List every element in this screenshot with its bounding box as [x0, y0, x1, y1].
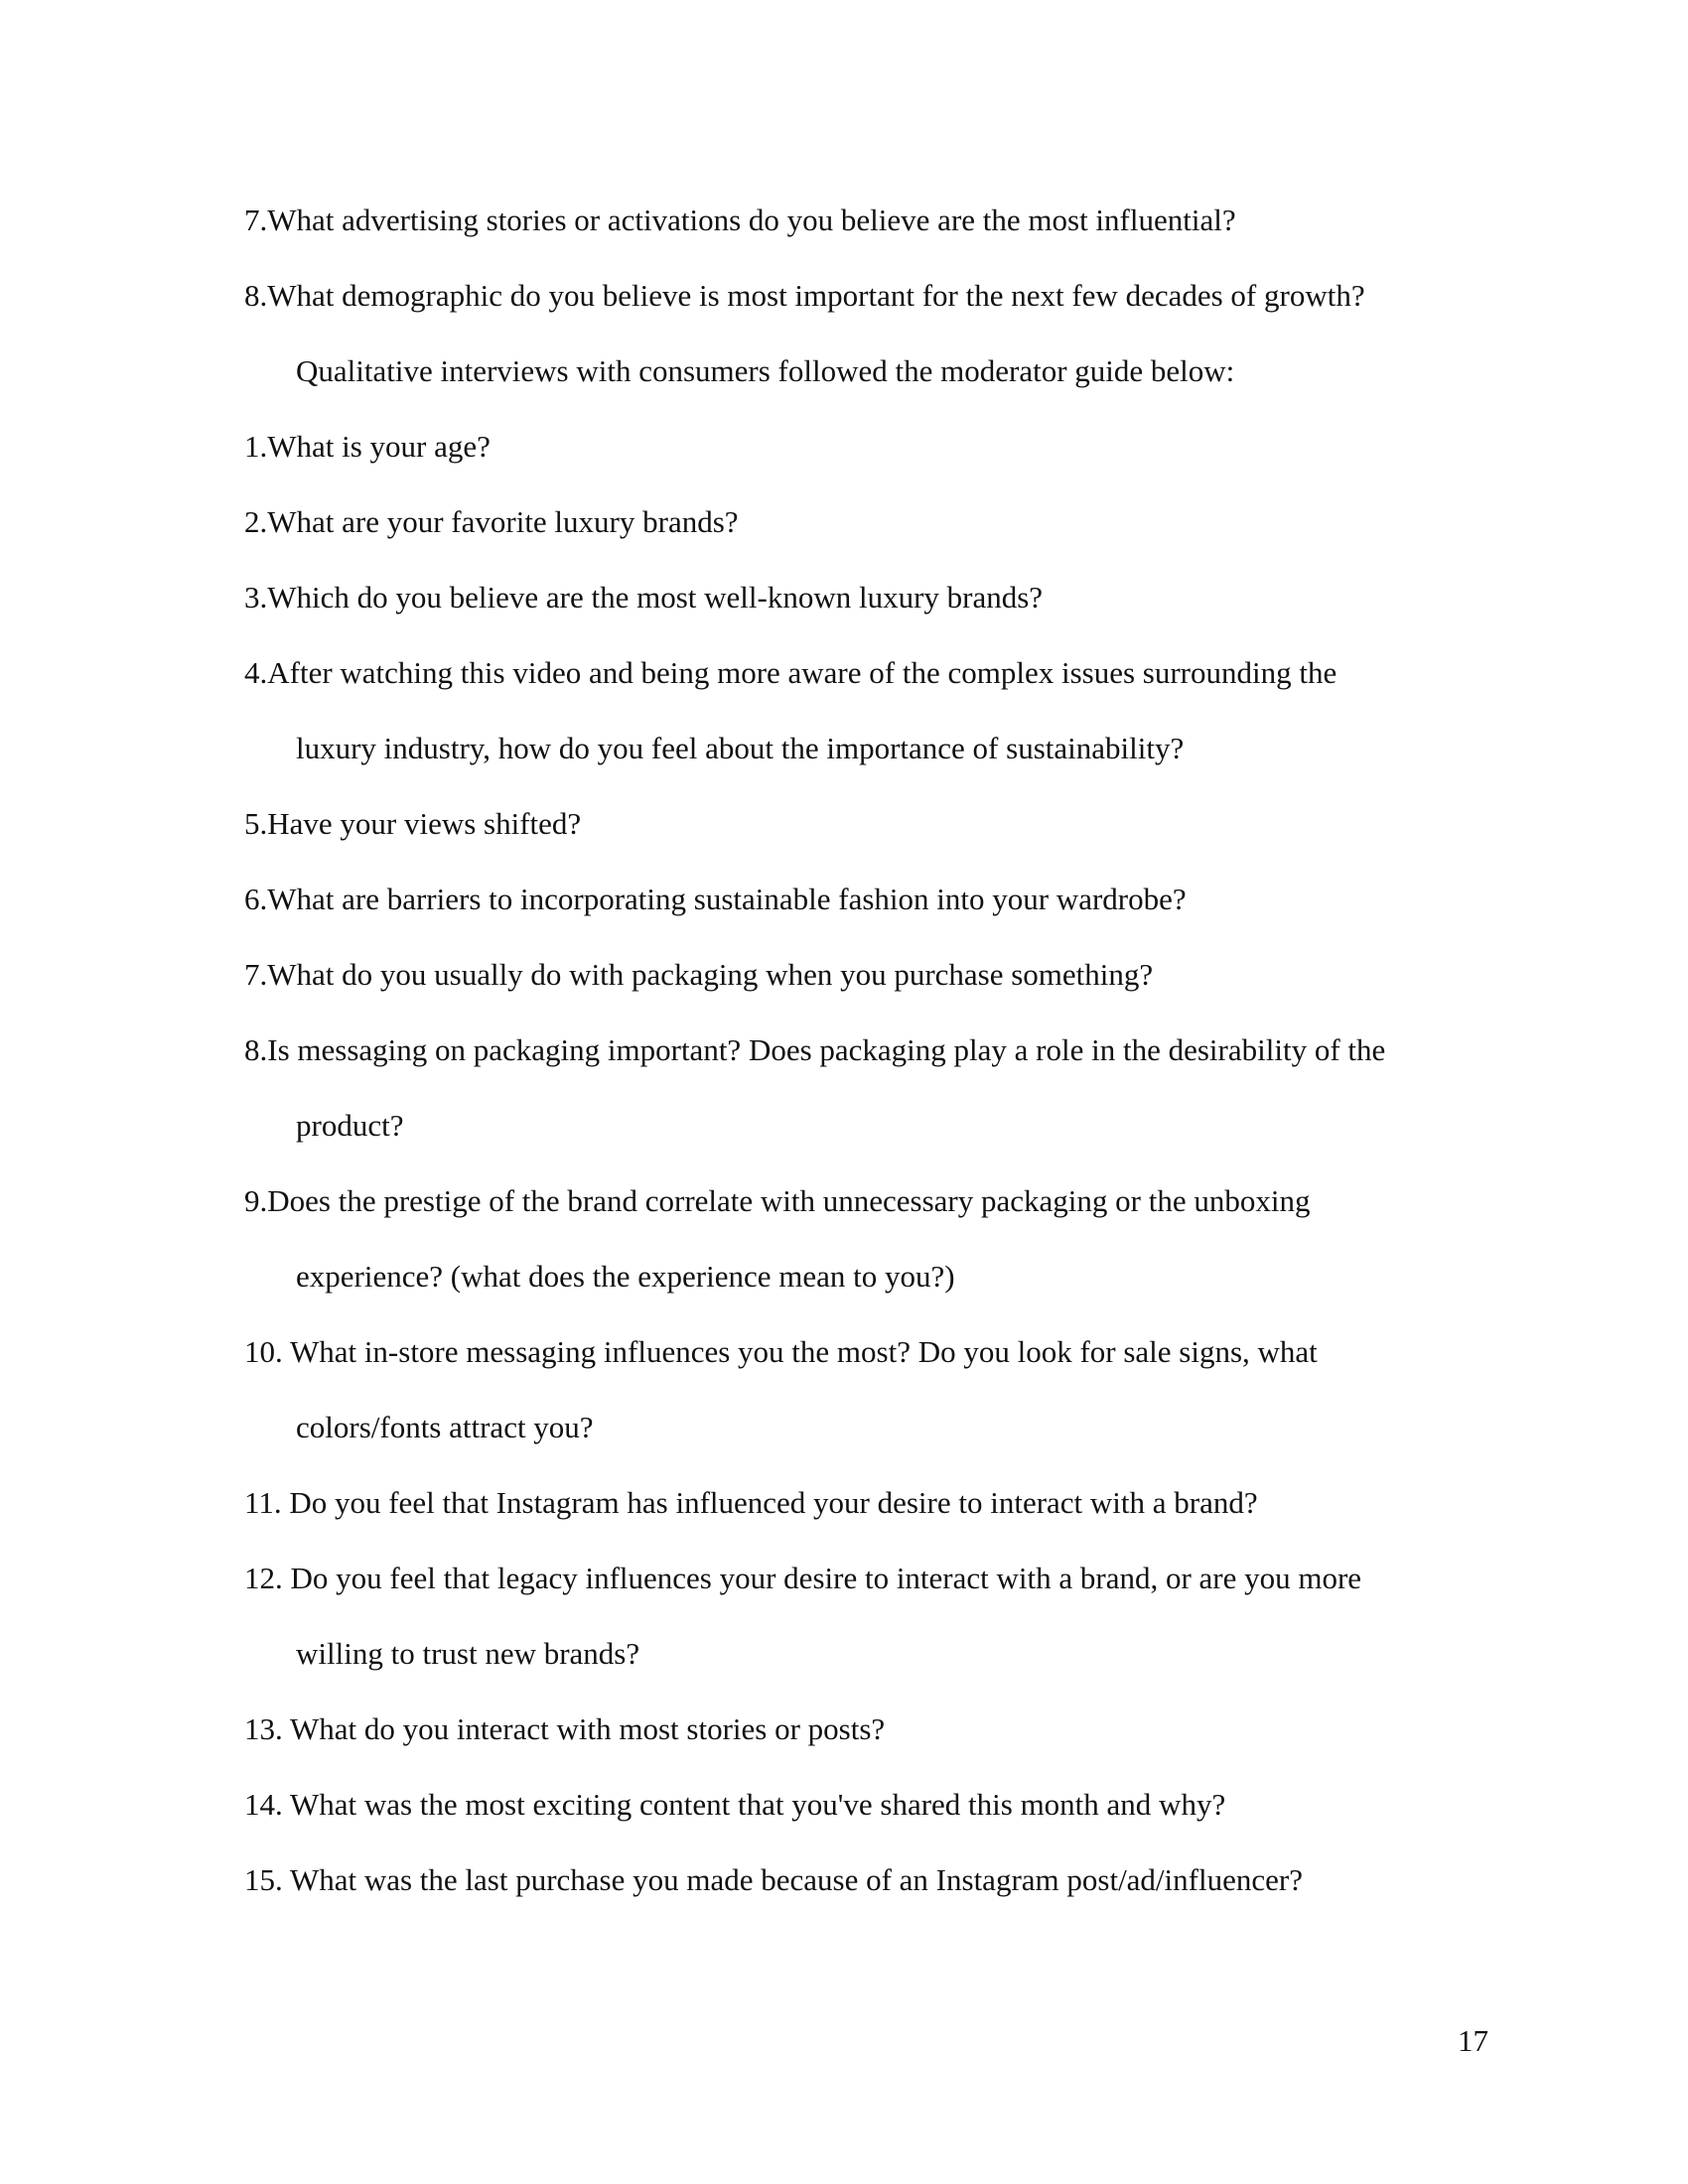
- question-4: 4.After watching this video and being more aware of the complex issues surrounding the: [244, 655, 1337, 690]
- question-12: 12. Do you feel that legacy influences your desire to interact with a brand, or are you more: [244, 1561, 1362, 1595]
- question-15: 15. What was the last purchase you made because of an Instagram post/ad/influencer?: [244, 1862, 1303, 1897]
- question-8: 8.Is messaging on packaging important? Does packaging play a role in the desirability of the: [244, 1032, 1386, 1067]
- question-2: 2.What are your favorite luxury brands?: [244, 504, 739, 539]
- consumer-guide-intro: Qualitative interviews with consumers followed the moderator guide below:: [296, 353, 1235, 388]
- page-number: 17: [1458, 2023, 1488, 2058]
- document-body: [244, 183, 1485, 1918]
- question-5: 5.Have your views shifted?: [244, 806, 582, 841]
- question-9: 9.Does the prestige of the brand correlate with unnecessary packaging or the unboxing: [244, 1183, 1311, 1218]
- question-13: 13. What do you interact with most stories or posts?: [244, 1711, 886, 1746]
- question-14: 14. What was the most exciting content that you've shared this month and why?: [244, 1787, 1226, 1822]
- question-10: 10. What in-store messaging influences you the most? Do you look for sale signs, what: [244, 1334, 1318, 1369]
- question-7: 7.What do you usually do with packaging when you purchase something?: [244, 957, 1154, 992]
- question-3: 3.Which do you believe are the most well-known luxury brands?: [244, 580, 1044, 614]
- question-9-continued: experience? (what does the experience mean to you?): [296, 1259, 955, 1294]
- question-6: 6.What are barriers to incorporating sustainable fashion into your wardrobe?: [244, 882, 1187, 916]
- question-4-continued: luxury industry, how do you feel about the importance of sustainability?: [296, 731, 1185, 765]
- question-10-continued: colors/fonts attract you?: [296, 1410, 594, 1444]
- question-8-expert: 8.What demographic do you believe is most important for the next few decades of growth?: [244, 278, 1365, 313]
- question-12-continued: willing to trust new brands?: [296, 1636, 640, 1671]
- question-8-continued: product?: [296, 1108, 404, 1143]
- question-7-expert: 7.What advertising stories or activations do you believe are the most influential?: [244, 203, 1236, 237]
- question-11: 11. Do you feel that Instagram has influenced your desire to interact with a brand?: [244, 1485, 1258, 1520]
- question-1: 1.What is your age?: [244, 429, 491, 464]
